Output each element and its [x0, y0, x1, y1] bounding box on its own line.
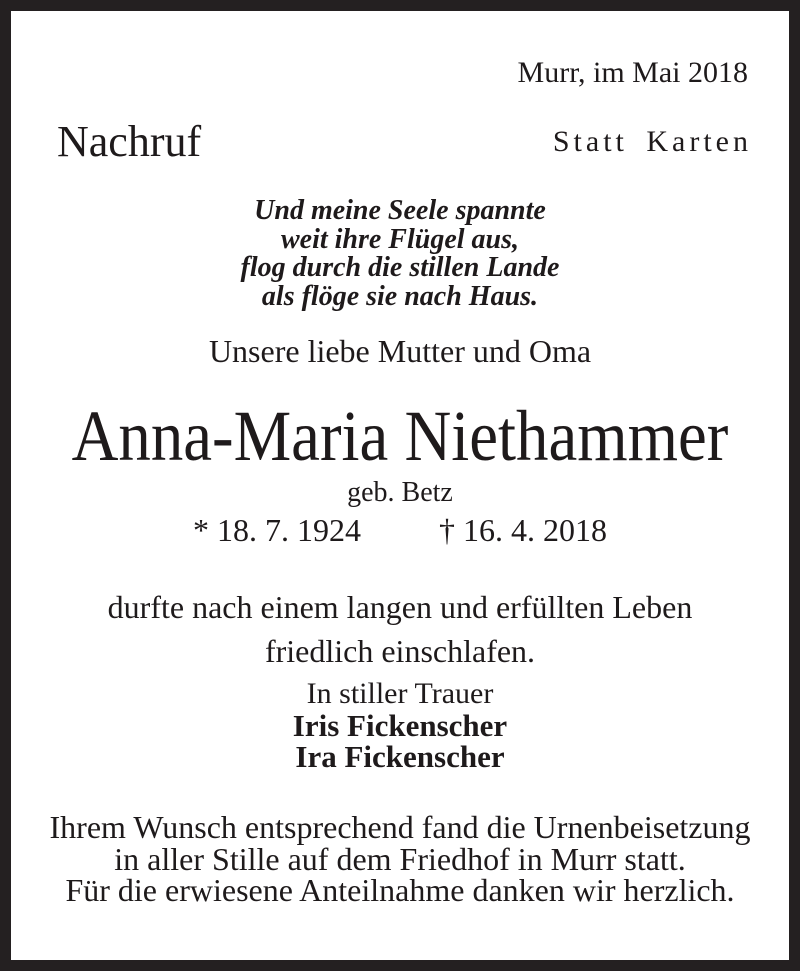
- poem-line: weit ihre Flügel aus,: [280, 223, 520, 255]
- closing-line: Ihrem Wunsch entsprechend fand die Urnenbeisetzung: [49, 809, 751, 845]
- body-line: friedlich einschlafen.: [264, 633, 536, 669]
- poem-line: flog durch die stillen Lande: [240, 252, 560, 283]
- mourner-name: Iris Fickenscher: [292, 708, 508, 743]
- mourning-label: In stiller Trauer: [306, 677, 494, 710]
- maiden-name: geb. Betz: [347, 477, 453, 508]
- poem-line: als flöge sie nach Haus.: [261, 280, 539, 312]
- statt-karten-note: Statt Karten: [552, 125, 752, 158]
- closing-line: Für die erwiesene Anteilnahme danken wir herzlich.: [65, 872, 735, 908]
- deceased-name: Anna-Maria Niethammer: [71, 396, 729, 476]
- intro-line: Unsere liebe Mutter und Oma: [208, 333, 592, 369]
- poem-line: Und meine Seele spannte: [254, 195, 546, 226]
- dateline: Murr, im Mai 2018: [517, 56, 748, 89]
- mourners-list: [11, 710, 789, 772]
- body-line: durfte nach einem langen und erfüllten Leben: [107, 589, 693, 625]
- memorial-poem: [11, 197, 789, 311]
- death-date: † 16. 4. 2018: [439, 512, 607, 548]
- notice-body: [11, 585, 789, 673]
- closing-paragraph: [11, 809, 789, 908]
- mourner-name: Ira Fickenscher: [295, 739, 505, 774]
- section-title: Nachruf: [57, 117, 202, 166]
- birth-date: * 18. 7. 1924: [193, 512, 361, 548]
- closing-line: in aller Stille auf dem Friedhof in Murr statt.: [114, 840, 686, 877]
- life-dates: [11, 514, 789, 546]
